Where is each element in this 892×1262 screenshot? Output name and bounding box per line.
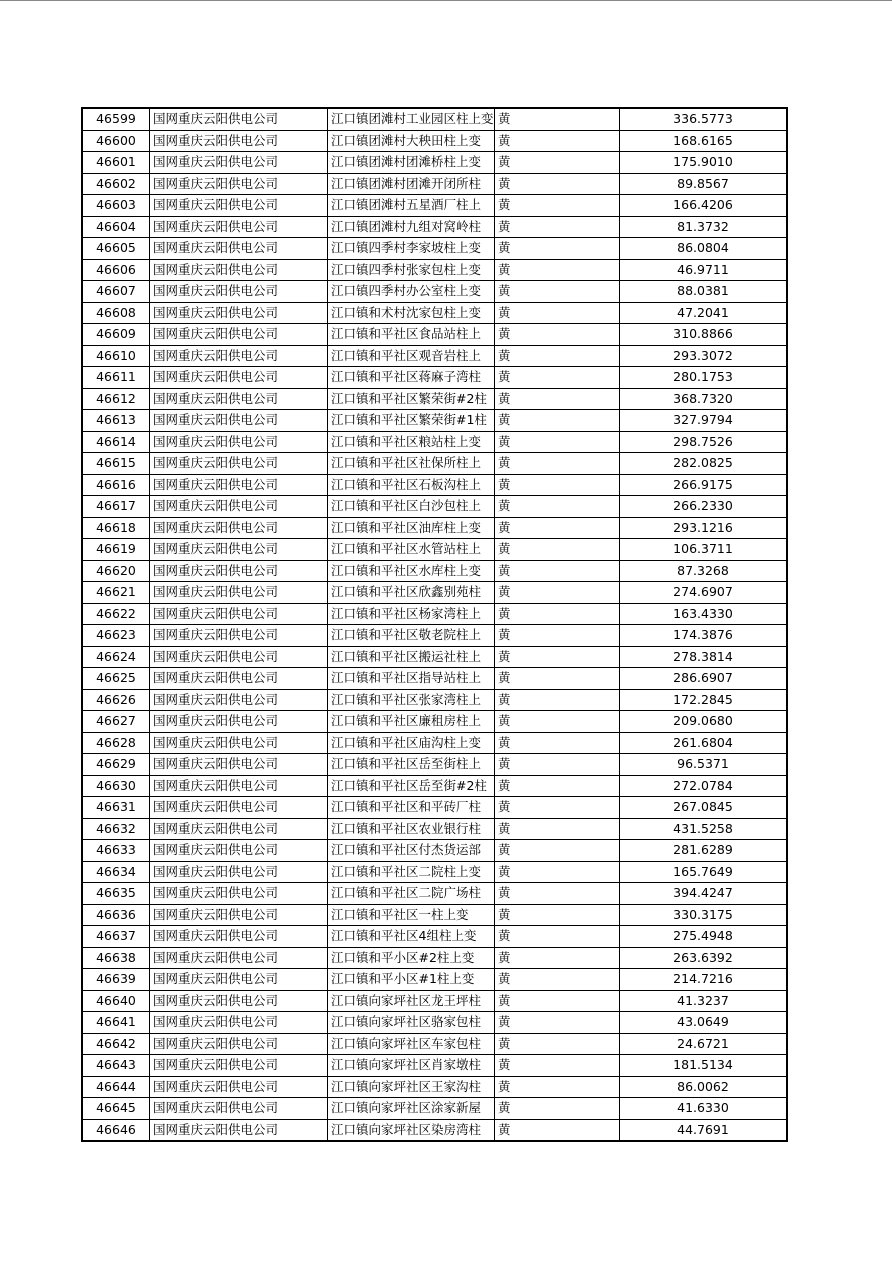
cell-value: 209.0680 — [620, 711, 788, 733]
cell-transformer-name: 江口镇和平社区杨家湾柱上 — [328, 603, 495, 625]
cell-company: 国网重庆云阳供电公司 — [150, 775, 328, 797]
cell-id: 46630 — [82, 775, 150, 797]
cell-value: 41.3237 — [620, 990, 788, 1012]
cell-transformer-name: 江口镇和平社区廉租房柱上 — [328, 711, 495, 733]
table-row — [82, 668, 787, 690]
cell-id: 46626 — [82, 689, 150, 711]
cell-level: 黄 — [495, 818, 620, 840]
cell-level: 黄 — [495, 539, 620, 561]
cell-id: 46621 — [82, 582, 150, 604]
cell-level: 黄 — [495, 130, 620, 152]
cell-company: 国网重庆云阳供电公司 — [150, 818, 328, 840]
cell-level: 黄 — [495, 861, 620, 883]
cell-id: 46607 — [82, 281, 150, 303]
cell-transformer-name: 江口镇和平社区4组柱上变 — [328, 926, 495, 948]
cell-transformer-name: 江口镇和平社区蒋麻子湾柱 — [328, 367, 495, 389]
cell-level: 黄 — [495, 1033, 620, 1055]
table-row — [82, 517, 787, 539]
cell-company: 国网重庆云阳供电公司 — [150, 904, 328, 926]
cell-transformer-name: 江口镇和平社区社保所柱上 — [328, 453, 495, 475]
page-top-rule — [0, 0, 892, 1]
cell-id: 46599 — [82, 108, 150, 130]
cell-id: 46608 — [82, 302, 150, 324]
cell-level: 黄 — [495, 302, 620, 324]
cell-level: 黄 — [495, 904, 620, 926]
cell-level: 黄 — [495, 603, 620, 625]
table-row — [82, 969, 787, 991]
cell-company: 国网重庆云阳供电公司 — [150, 453, 328, 475]
cell-company: 国网重庆云阳供电公司 — [150, 517, 328, 539]
cell-value: 282.0825 — [620, 453, 788, 475]
cell-level: 黄 — [495, 840, 620, 862]
cell-company: 国网重庆云阳供电公司 — [150, 474, 328, 496]
cell-id: 46646 — [82, 1119, 150, 1141]
cell-level: 黄 — [495, 388, 620, 410]
cell-transformer-name: 江口镇团滩村团滩开闭所柱 — [328, 173, 495, 195]
cell-transformer-name: 江口镇和平社区油库柱上变 — [328, 517, 495, 539]
cell-company: 国网重庆云阳供电公司 — [150, 625, 328, 647]
cell-transformer-name: 江口镇和平社区繁荣街#1柱 — [328, 410, 495, 432]
cell-level: 黄 — [495, 517, 620, 539]
cell-level: 黄 — [495, 883, 620, 905]
cell-company: 国网重庆云阳供电公司 — [150, 345, 328, 367]
table-row — [82, 947, 787, 969]
cell-company: 国网重庆云阳供电公司 — [150, 861, 328, 883]
cell-transformer-name: 江口镇和平小区#1柱上变 — [328, 969, 495, 991]
cell-level: 黄 — [495, 1055, 620, 1077]
cell-id: 46641 — [82, 1012, 150, 1034]
cell-level: 黄 — [495, 281, 620, 303]
table-row — [82, 367, 787, 389]
cell-level: 黄 — [495, 108, 620, 130]
cell-company: 国网重庆云阳供电公司 — [150, 1012, 328, 1034]
cell-transformer-name: 江口镇和平社区二院柱上变 — [328, 861, 495, 883]
cell-value: 431.5258 — [620, 818, 788, 840]
cell-level: 黄 — [495, 410, 620, 432]
cell-transformer-name: 江口镇和平社区一柱上变 — [328, 904, 495, 926]
cell-company: 国网重庆云阳供电公司 — [150, 969, 328, 991]
cell-company: 国网重庆云阳供电公司 — [150, 152, 328, 174]
cell-level: 黄 — [495, 1098, 620, 1120]
cell-value: 330.3175 — [620, 904, 788, 926]
cell-company: 国网重庆云阳供电公司 — [150, 582, 328, 604]
cell-transformer-name: 江口镇和平社区农业银行柱 — [328, 818, 495, 840]
cell-value: 394.4247 — [620, 883, 788, 905]
cell-id: 46631 — [82, 797, 150, 819]
cell-level: 黄 — [495, 496, 620, 518]
cell-id: 46622 — [82, 603, 150, 625]
cell-level: 黄 — [495, 625, 620, 647]
table-row — [82, 1119, 787, 1141]
data-table — [81, 107, 788, 1142]
cell-level: 黄 — [495, 668, 620, 690]
cell-company: 国网重庆云阳供电公司 — [150, 259, 328, 281]
cell-id: 46612 — [82, 388, 150, 410]
cell-transformer-name: 江口镇和平社区繁荣街#2柱 — [328, 388, 495, 410]
cell-value: 47.2041 — [620, 302, 788, 324]
table-row — [82, 152, 787, 174]
cell-transformer-name: 江口镇和平社区付杰货运部 — [328, 840, 495, 862]
cell-id: 46609 — [82, 324, 150, 346]
cell-id: 46616 — [82, 474, 150, 496]
cell-level: 黄 — [495, 345, 620, 367]
cell-id: 46638 — [82, 947, 150, 969]
cell-company: 国网重庆云阳供电公司 — [150, 754, 328, 776]
cell-id: 46623 — [82, 625, 150, 647]
table-row — [82, 108, 787, 130]
table-row — [82, 797, 787, 819]
cell-transformer-name: 江口镇团滩村五星酒厂柱上 — [328, 195, 495, 217]
table-row — [82, 431, 787, 453]
cell-company: 国网重庆云阳供电公司 — [150, 603, 328, 625]
cell-id: 46632 — [82, 818, 150, 840]
cell-level: 黄 — [495, 732, 620, 754]
table-row — [82, 324, 787, 346]
table-row — [82, 474, 787, 496]
cell-id: 46601 — [82, 152, 150, 174]
table-row — [82, 539, 787, 561]
table-row — [82, 453, 787, 475]
table-row — [82, 195, 787, 217]
cell-value: 87.3268 — [620, 560, 788, 582]
cell-id: 46620 — [82, 560, 150, 582]
table-row — [82, 840, 787, 862]
cell-transformer-name: 江口镇和平小区#2柱上变 — [328, 947, 495, 969]
cell-level: 黄 — [495, 689, 620, 711]
cell-company: 国网重庆云阳供电公司 — [150, 388, 328, 410]
cell-level: 黄 — [495, 560, 620, 582]
cell-company: 国网重庆云阳供电公司 — [150, 216, 328, 238]
cell-level: 黄 — [495, 152, 620, 174]
cell-transformer-name: 江口镇向家坪社区龙王坪柱 — [328, 990, 495, 1012]
cell-id: 46618 — [82, 517, 150, 539]
cell-id: 46606 — [82, 259, 150, 281]
cell-value: 310.8866 — [620, 324, 788, 346]
cell-value: 336.5773 — [620, 108, 788, 130]
cell-id: 46629 — [82, 754, 150, 776]
cell-transformer-name: 江口镇和平社区张家湾柱上 — [328, 689, 495, 711]
cell-company: 国网重庆云阳供电公司 — [150, 539, 328, 561]
cell-level: 黄 — [495, 775, 620, 797]
cell-level: 黄 — [495, 173, 620, 195]
cell-value: 172.2845 — [620, 689, 788, 711]
cell-company: 国网重庆云阳供电公司 — [150, 410, 328, 432]
cell-value: 214.7216 — [620, 969, 788, 991]
cell-company: 国网重庆云阳供电公司 — [150, 646, 328, 668]
cell-id: 46600 — [82, 130, 150, 152]
cell-transformer-name: 江口镇和平社区石板沟柱上 — [328, 474, 495, 496]
cell-transformer-name: 江口镇团滩村团滩桥柱上变 — [328, 152, 495, 174]
cell-id: 46640 — [82, 990, 150, 1012]
cell-value: 168.6165 — [620, 130, 788, 152]
cell-id: 46637 — [82, 926, 150, 948]
cell-value: 274.6907 — [620, 582, 788, 604]
cell-level: 黄 — [495, 367, 620, 389]
table-row — [82, 926, 787, 948]
cell-company: 国网重庆云阳供电公司 — [150, 108, 328, 130]
cell-id: 46615 — [82, 453, 150, 475]
cell-company: 国网重庆云阳供电公司 — [150, 668, 328, 690]
cell-id: 46644 — [82, 1076, 150, 1098]
cell-value: 293.3072 — [620, 345, 788, 367]
cell-value: 174.3876 — [620, 625, 788, 647]
cell-level: 黄 — [495, 1119, 620, 1141]
cell-company: 国网重庆云阳供电公司 — [150, 431, 328, 453]
cell-id: 46635 — [82, 883, 150, 905]
table-row — [82, 216, 787, 238]
cell-value: 263.6392 — [620, 947, 788, 969]
cell-level: 黄 — [495, 324, 620, 346]
cell-transformer-name: 江口镇向家坪社区涂家新屋 — [328, 1098, 495, 1120]
cell-company: 国网重庆云阳供电公司 — [150, 732, 328, 754]
table-row — [82, 302, 787, 324]
cell-value: 272.0784 — [620, 775, 788, 797]
cell-company: 国网重庆云阳供电公司 — [150, 797, 328, 819]
cell-id: 46602 — [82, 173, 150, 195]
cell-value: 81.3732 — [620, 216, 788, 238]
table-row — [82, 1012, 787, 1034]
cell-value: 293.1216 — [620, 517, 788, 539]
cell-value: 89.8567 — [620, 173, 788, 195]
table-row — [82, 711, 787, 733]
cell-company: 国网重庆云阳供电公司 — [150, 926, 328, 948]
cell-transformer-name: 江口镇四季村张家包柱上变 — [328, 259, 495, 281]
cell-level: 黄 — [495, 195, 620, 217]
cell-value: 298.7526 — [620, 431, 788, 453]
cell-transformer-name: 江口镇向家坪社区骆家包柱 — [328, 1012, 495, 1034]
cell-company: 国网重庆云阳供电公司 — [150, 195, 328, 217]
cell-level: 黄 — [495, 947, 620, 969]
cell-company: 国网重庆云阳供电公司 — [150, 1098, 328, 1120]
table-row — [82, 238, 787, 260]
cell-value: 175.9010 — [620, 152, 788, 174]
table-body — [82, 108, 787, 1141]
cell-transformer-name: 江口镇和平社区食品站柱上 — [328, 324, 495, 346]
cell-level: 黄 — [495, 1012, 620, 1034]
cell-id: 46633 — [82, 840, 150, 862]
cell-transformer-name: 江口镇和平社区指导站柱上 — [328, 668, 495, 690]
cell-value: 41.6330 — [620, 1098, 788, 1120]
cell-id: 46643 — [82, 1055, 150, 1077]
cell-value: 46.9711 — [620, 259, 788, 281]
table-row — [82, 1076, 787, 1098]
cell-transformer-name: 江口镇和平社区岳至街#2柱 — [328, 775, 495, 797]
cell-transformer-name: 江口镇和平社区二院广场柱 — [328, 883, 495, 905]
cell-transformer-name: 江口镇团滩村九组对窝岭柱 — [328, 216, 495, 238]
table-row — [82, 904, 787, 926]
cell-value: 165.7649 — [620, 861, 788, 883]
cell-transformer-name: 江口镇向家坪社区王家沟柱 — [328, 1076, 495, 1098]
cell-value: 106.3711 — [620, 539, 788, 561]
cell-id: 46627 — [82, 711, 150, 733]
cell-transformer-name: 江口镇向家坪社区肖家墩柱 — [328, 1055, 495, 1077]
table-row — [82, 1033, 787, 1055]
cell-value: 181.5134 — [620, 1055, 788, 1077]
cell-transformer-name: 江口镇和平社区欣鑫别苑柱 — [328, 582, 495, 604]
cell-company: 国网重庆云阳供电公司 — [150, 130, 328, 152]
cell-id: 46611 — [82, 367, 150, 389]
cell-id: 46642 — [82, 1033, 150, 1055]
cell-level: 黄 — [495, 754, 620, 776]
table-row — [82, 990, 787, 1012]
cell-company: 国网重庆云阳供电公司 — [150, 689, 328, 711]
cell-transformer-name: 江口镇团滩村工业园区柱上变 — [328, 108, 495, 130]
cell-company: 国网重庆云阳供电公司 — [150, 496, 328, 518]
cell-level: 黄 — [495, 926, 620, 948]
cell-transformer-name: 江口镇和平社区白沙包柱上 — [328, 496, 495, 518]
cell-company: 国网重庆云阳供电公司 — [150, 173, 328, 195]
cell-company: 国网重庆云阳供电公司 — [150, 1033, 328, 1055]
table-row — [82, 281, 787, 303]
cell-value: 266.2330 — [620, 496, 788, 518]
cell-value: 43.0649 — [620, 1012, 788, 1034]
cell-value: 166.4206 — [620, 195, 788, 217]
cell-level: 黄 — [495, 431, 620, 453]
table-row — [82, 259, 787, 281]
cell-id: 46628 — [82, 732, 150, 754]
cell-level: 黄 — [495, 1076, 620, 1098]
table-row — [82, 582, 787, 604]
cell-id: 46605 — [82, 238, 150, 260]
table-row — [82, 410, 787, 432]
cell-value: 267.0845 — [620, 797, 788, 819]
cell-level: 黄 — [495, 216, 620, 238]
cell-level: 黄 — [495, 711, 620, 733]
cell-transformer-name: 江口镇四季村办公室柱上变 — [328, 281, 495, 303]
cell-company: 国网重庆云阳供电公司 — [150, 883, 328, 905]
cell-value: 278.3814 — [620, 646, 788, 668]
table-row — [82, 775, 787, 797]
cell-company: 国网重庆云阳供电公司 — [150, 1076, 328, 1098]
cell-transformer-name: 江口镇向家坪社区染房湾柱 — [328, 1119, 495, 1141]
cell-id: 46636 — [82, 904, 150, 926]
cell-value: 368.7320 — [620, 388, 788, 410]
cell-level: 黄 — [495, 259, 620, 281]
cell-transformer-name: 江口镇和平社区敬老院柱上 — [328, 625, 495, 647]
cell-transformer-name: 江口镇和术村沈家包柱上变 — [328, 302, 495, 324]
cell-company: 国网重庆云阳供电公司 — [150, 324, 328, 346]
cell-value: 286.6907 — [620, 668, 788, 690]
cell-level: 黄 — [495, 797, 620, 819]
table-row — [82, 861, 787, 883]
table-row — [82, 496, 787, 518]
cell-transformer-name: 江口镇和平社区和平砖厂柱 — [328, 797, 495, 819]
cell-value: 24.6721 — [620, 1033, 788, 1055]
cell-company: 国网重庆云阳供电公司 — [150, 367, 328, 389]
table-row — [82, 388, 787, 410]
cell-value: 163.4330 — [620, 603, 788, 625]
table-row — [82, 625, 787, 647]
cell-id: 46604 — [82, 216, 150, 238]
cell-value: 266.9175 — [620, 474, 788, 496]
cell-id: 46603 — [82, 195, 150, 217]
cell-id: 46610 — [82, 345, 150, 367]
cell-id: 46624 — [82, 646, 150, 668]
cell-id: 46613 — [82, 410, 150, 432]
cell-company: 国网重庆云阳供电公司 — [150, 711, 328, 733]
cell-level: 黄 — [495, 238, 620, 260]
table-row — [82, 1098, 787, 1120]
cell-transformer-name: 江口镇和平社区水库柱上变 — [328, 560, 495, 582]
table-row — [82, 560, 787, 582]
table-row — [82, 1055, 787, 1077]
cell-value: 275.4948 — [620, 926, 788, 948]
cell-value: 261.6804 — [620, 732, 788, 754]
cell-value: 327.9794 — [620, 410, 788, 432]
cell-id: 46634 — [82, 861, 150, 883]
cell-id: 46625 — [82, 668, 150, 690]
cell-company: 国网重庆云阳供电公司 — [150, 560, 328, 582]
table-row — [82, 818, 787, 840]
table-row — [82, 754, 787, 776]
cell-company: 国网重庆云阳供电公司 — [150, 1119, 328, 1141]
cell-level: 黄 — [495, 582, 620, 604]
cell-id: 46619 — [82, 539, 150, 561]
cell-transformer-name: 江口镇团滩村大秧田柱上变 — [328, 130, 495, 152]
cell-value: 44.7691 — [620, 1119, 788, 1141]
cell-company: 国网重庆云阳供电公司 — [150, 281, 328, 303]
cell-level: 黄 — [495, 453, 620, 475]
cell-level: 黄 — [495, 969, 620, 991]
cell-id: 46639 — [82, 969, 150, 991]
table-row — [82, 130, 787, 152]
cell-value: 280.1753 — [620, 367, 788, 389]
cell-transformer-name: 江口镇向家坪社区车家包柱 — [328, 1033, 495, 1055]
table-row — [82, 603, 787, 625]
cell-transformer-name: 江口镇和平社区搬运社柱上 — [328, 646, 495, 668]
table-row — [82, 883, 787, 905]
cell-company: 国网重庆云阳供电公司 — [150, 1055, 328, 1077]
table-row — [82, 732, 787, 754]
cell-transformer-name: 江口镇四季村李家坡柱上变 — [328, 238, 495, 260]
cell-level: 黄 — [495, 990, 620, 1012]
cell-transformer-name: 江口镇和平社区粮站柱上变 — [328, 431, 495, 453]
cell-id: 46614 — [82, 431, 150, 453]
cell-level: 黄 — [495, 474, 620, 496]
table-row — [82, 646, 787, 668]
cell-company: 国网重庆云阳供电公司 — [150, 238, 328, 260]
cell-value: 86.0804 — [620, 238, 788, 260]
table-row — [82, 173, 787, 195]
cell-transformer-name: 江口镇和平社区庙沟柱上变 — [328, 732, 495, 754]
cell-company: 国网重庆云阳供电公司 — [150, 302, 328, 324]
cell-value: 281.6289 — [620, 840, 788, 862]
table-row — [82, 345, 787, 367]
cell-id: 46617 — [82, 496, 150, 518]
cell-value: 88.0381 — [620, 281, 788, 303]
cell-transformer-name: 江口镇和平社区观音岩柱上 — [328, 345, 495, 367]
cell-company: 国网重庆云阳供电公司 — [150, 990, 328, 1012]
cell-company: 国网重庆云阳供电公司 — [150, 947, 328, 969]
table-row — [82, 689, 787, 711]
cell-company: 国网重庆云阳供电公司 — [150, 840, 328, 862]
cell-id: 46645 — [82, 1098, 150, 1120]
cell-transformer-name: 江口镇和平社区岳至街柱上 — [328, 754, 495, 776]
cell-value: 86.0062 — [620, 1076, 788, 1098]
cell-transformer-name: 江口镇和平社区水管站柱上 — [328, 539, 495, 561]
cell-value: 96.5371 — [620, 754, 788, 776]
cell-level: 黄 — [495, 646, 620, 668]
